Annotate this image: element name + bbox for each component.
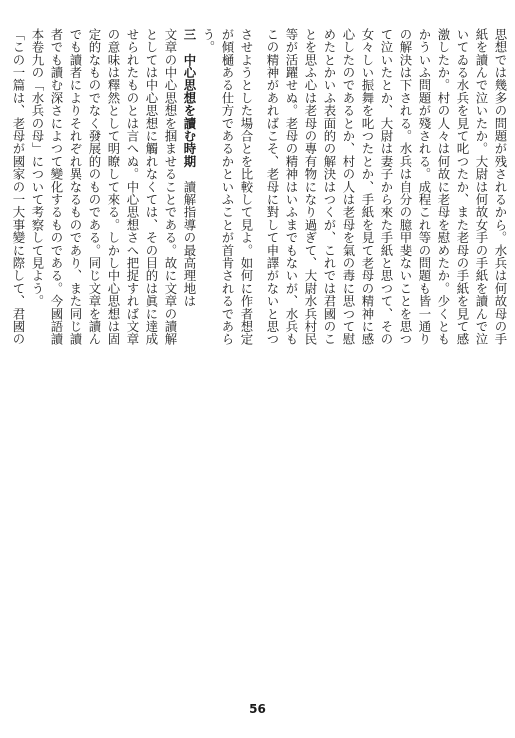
text-line: とを思ふ心は老母の專有物になり過ぎて、大尉水兵村民 bbox=[303, 28, 318, 346]
text-line: 心したのであるとか、村の人は老母を氣の毒に思つて慰 bbox=[341, 28, 356, 346]
text-line bbox=[6, 28, 9, 693]
text-line: させようとした場合とを比較して見よ。如何に作者想定 bbox=[239, 28, 254, 346]
text-line: 激したか。村の人々は何故に老母を慰めたか。少くとも bbox=[436, 28, 451, 346]
text-line: この精神があればこそ、老母に對して申譯がないと思つ bbox=[265, 28, 280, 346]
text-line: でも讀者によりそれぞれ異なるものであり、また同じ讀 bbox=[68, 28, 83, 346]
text-line: かういふ問題が殘される。成程これ等の問題も皆一通り bbox=[417, 28, 432, 346]
left-text-column bbox=[6, 28, 256, 693]
section-heading-title: 三 中心思想を讀む時期 bbox=[182, 28, 197, 168]
text-line: いてゐる水兵を見て叱つたか、また老母の手紙を見て感 bbox=[455, 28, 470, 346]
text-line: めたとかいふ表面的の解決はつくが、これでは君國のこ bbox=[322, 28, 337, 346]
text-line: う。 bbox=[201, 28, 216, 54]
text-line: 「この一篇は、老母が國家の一大事變に際して、君國の bbox=[11, 28, 26, 346]
text-line bbox=[262, 28, 263, 693]
text-line: 文章の中心思想を掴ませることである。故に文章の讀解 bbox=[163, 28, 178, 346]
section-heading-continuation: 讀解指導の最高理地は bbox=[182, 180, 197, 308]
page-number: 56 bbox=[249, 702, 266, 716]
right-text-column bbox=[262, 28, 510, 693]
text-line: て泣いたとか、大尉は妻子から來た手紙と思つて、その bbox=[379, 28, 394, 346]
text-line: が傾樋ある仕方であるかといふことが首肯されるであら bbox=[220, 28, 235, 346]
section-heading bbox=[180, 28, 199, 693]
text-line: 等が活躍せぬ。老母の精神はいふまでもないが、水兵も bbox=[284, 28, 299, 346]
text-line: 定的なものでなく發展的のものである。同じ文章を讀ん bbox=[87, 28, 102, 346]
text-line: 者でも讀む深さによつて變化するものである。今國語讀 bbox=[49, 28, 64, 346]
text-line: の解決は下される。水兵は自分の臆甲斐ないことを思つ bbox=[398, 28, 413, 346]
text-line: 女々しい振舞を叱つたとか、手紙を見て老母の精神に感 bbox=[360, 28, 375, 346]
text-line: 本卷九の「水兵の母」について考察して見よう。 bbox=[30, 28, 45, 308]
text-line: 思想では幾多の問題が残されるから。水兵は何故母の手 bbox=[493, 28, 508, 346]
text-line: としては中心思想に觸れなくては、その目的は眞に達成 bbox=[144, 28, 159, 346]
text-line: 紙を讀んで泣いたか。大尉は何故女手の手紙を讀んで泣 bbox=[474, 28, 489, 346]
text-line: の意味は釋然として明瞭して來る。しかし中心思想は固 bbox=[106, 28, 121, 346]
text-line: せられたものとは言へぬ。中心思想さへ把捉すれば文章 bbox=[125, 28, 140, 346]
